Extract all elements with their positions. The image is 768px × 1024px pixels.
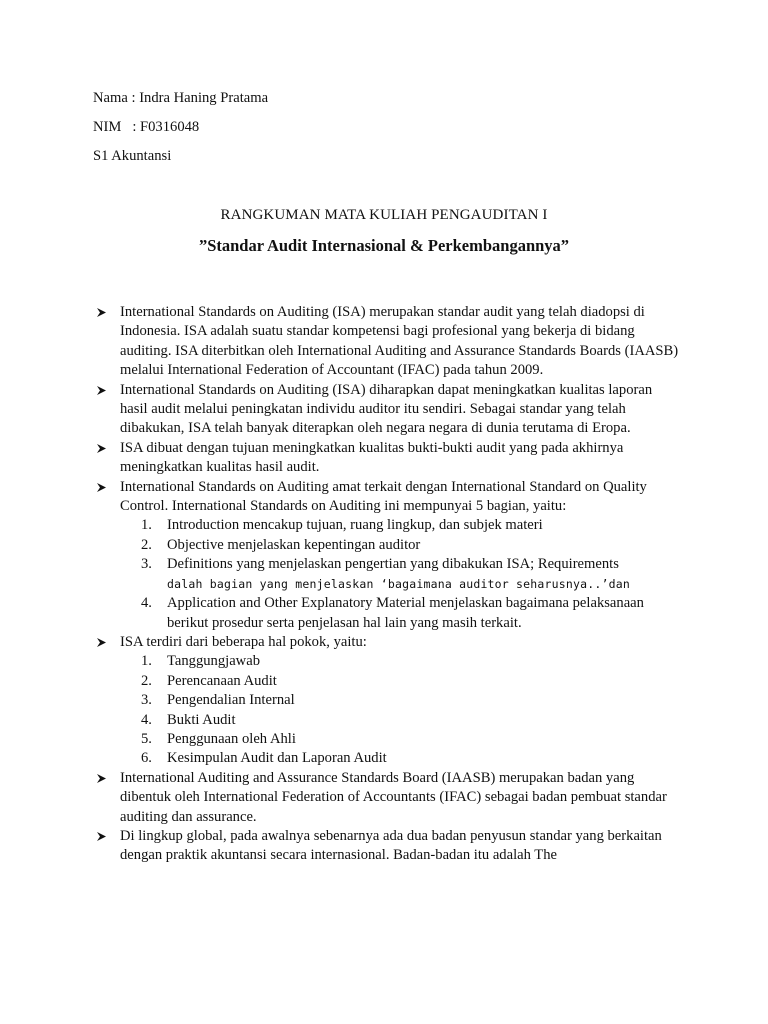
bullet-text: ISA dibuat dengan tujuan meningkatkan kualitas bukti-bukti audit yang pada akhirnya meningkatkan kualitas hasil audit. — [120, 439, 624, 476]
bullet-item — [120, 478, 680, 517]
item-text: Application and Other Explanatory Material menjelaskan bagaimana pelaksanaan berikut prosedur serta penjelasan hal lain yang masih terkait. — [167, 595, 644, 631]
item-number: 4. — [141, 711, 152, 728]
item-text: Perencanaan Audit — [167, 672, 277, 689]
student-name-line: Nama : Indra Haning Pratama — [93, 90, 269, 106]
bullet-item — [120, 381, 680, 439]
numbered-item — [120, 730, 680, 749]
item-number: 1. — [141, 653, 152, 670]
item-number: 2. — [141, 672, 152, 689]
item-text: Objective menjelaskan kepentingan auditor — [167, 536, 421, 553]
arrowhead-bullet-icon — [96, 381, 110, 400]
item-text: Pengendalian Internal — [167, 692, 295, 709]
bullet-text: International Standards on Auditing (ISA) diharapkan dapat meningkatkan kualitas laporan hasil audit melalui peningkatan individu auditor itu sendiri. Sebagai standar yang telah dibakukan, ISA telah banyak diterapkan oleh negara negara di dunia terutama di Eropa. — [120, 381, 653, 437]
document-title: RANGKUMAN MATA KULIAH PENGAUDITAN I — [220, 207, 548, 223]
bullet-text: Di lingkup global, pada awalnya sebenarnya ada dua badan penyusun standar yang berkaitan dengan praktik akuntansi secara internasional. Badan-badan itu adalah The — [120, 827, 662, 864]
bullet-text: International Standards on Auditing (ISA) merupakan standar audit yang telah diadopsi di Indonesia. ISA adalah suatu standar kompetensi bagi profesional yang bekerja di bidang auditing. ISA diterbitkan oleh International Auditing and Assurance Standards Boards (IAASB) melalui International Federation of Accountant (IFAC) pada tahun 2009. — [120, 304, 679, 379]
bullet-text: ISA terdiri dari beberapa hal pokok, yaitu: — [120, 633, 367, 650]
study-program-line: S1 Akuntansi — [93, 148, 172, 164]
item-text: Definitions yang menjelaskan pengertian yang dibakukan ISA; Requirements — [167, 556, 619, 573]
item-text: Introduction mencakup tujuan, ruang lingkup, dan subjek materi — [167, 517, 543, 534]
numbered-item — [120, 672, 680, 691]
numbered-sublist — [120, 516, 680, 632]
item-number: 3. — [141, 692, 152, 709]
item-number: 5. — [141, 730, 152, 747]
numbered-item — [120, 749, 680, 768]
arrowhead-bullet-icon — [96, 478, 110, 497]
arrowhead-bullet-icon — [96, 303, 110, 322]
bullet-item — [120, 439, 680, 478]
item-text: Penggunaan oleh Ahli — [167, 730, 296, 747]
item-number: 2. — [141, 536, 152, 553]
arrowhead-bullet-icon — [96, 633, 110, 652]
item-number: 3. — [141, 556, 152, 573]
numbered-item — [120, 711, 680, 730]
item-number: 1. — [141, 517, 152, 534]
document-subtitle: ”Standar Audit Internasional & Perkembangannya” — [198, 236, 570, 255]
bullet-list — [120, 303, 680, 866]
numbered-item — [120, 555, 680, 594]
arrowhead-bullet-icon — [96, 827, 110, 846]
bullet-text: International Standards on Auditing amat terkait dengan International Standard on Quality Control. International Standards on Auditing ini mempunyai 5 bagian, yaitu: — [120, 478, 647, 515]
arrowhead-bullet-icon — [96, 769, 110, 788]
student-nim-line: NIM : F0316048 — [93, 119, 200, 135]
numbered-item — [120, 516, 680, 535]
bullet-text: International Auditing and Assurance Standards Board (IAASB) merupakan badan yang dibentuk oleh International Federation of Accountants (IFAC) sebagai badan pembuat standar auditing dan assurance. — [120, 769, 667, 825]
item-text: Kesimpulan Audit dan Laporan Audit — [167, 750, 387, 767]
numbered-item — [120, 691, 680, 710]
bullet-item — [120, 769, 680, 827]
bullet-item — [120, 633, 680, 652]
numbered-sublist — [120, 652, 680, 768]
arrowhead-bullet-icon — [96, 439, 110, 458]
item-text-continuation: dalah bagian yang menjelaskan ‘bagaimana auditor seharusnya..’dan — [167, 576, 631, 591]
item-text: Tanggungjawab — [167, 653, 260, 670]
item-number: 4. — [141, 595, 152, 612]
bullet-item — [120, 303, 680, 381]
bullet-item — [120, 827, 680, 866]
item-number: 6. — [141, 750, 152, 767]
numbered-item — [120, 594, 680, 633]
numbered-item — [120, 536, 680, 555]
item-text: Bukti Audit — [167, 711, 236, 728]
numbered-item — [120, 652, 680, 671]
